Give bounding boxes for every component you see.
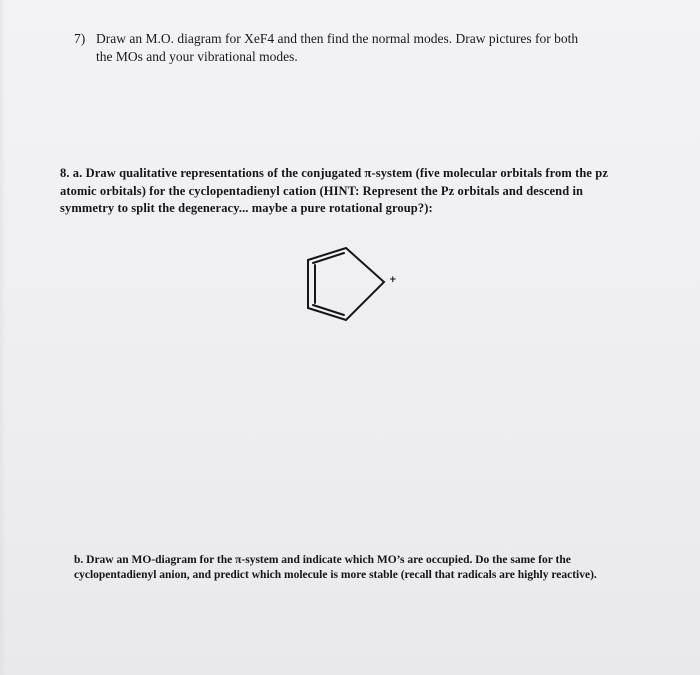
question-7-line-2: the MOs and your vibrational modes. — [96, 49, 298, 64]
cation-charge-label: + — [389, 275, 397, 285]
question-7 — [74, 30, 674, 66]
ring-outline — [308, 248, 384, 320]
question-8a: 8. a. Draw qualitative representations of the conjugated π-system (five molecular orbitals from the pz atomic orbitals) for the cyclopentadienyl cation (HINT: Represent the Pz orbitals and descend in symmetry to split the degeneracy... maybe a pure rotational group?): — [60, 166, 608, 215]
question-7-number: 7) — [74, 31, 86, 46]
question-7-line-1: Draw an M.O. diagram for XeF4 and then find the normal modes. Draw pictures for both — [96, 31, 579, 46]
question-8b: b. Draw an MO-diagram for the π-system and indicate which MO’s are occupied. Do the same for the cyclopentadienyl anion, and predict which molecule is more stable (recall that radicals are highly reactive). — [74, 554, 597, 581]
